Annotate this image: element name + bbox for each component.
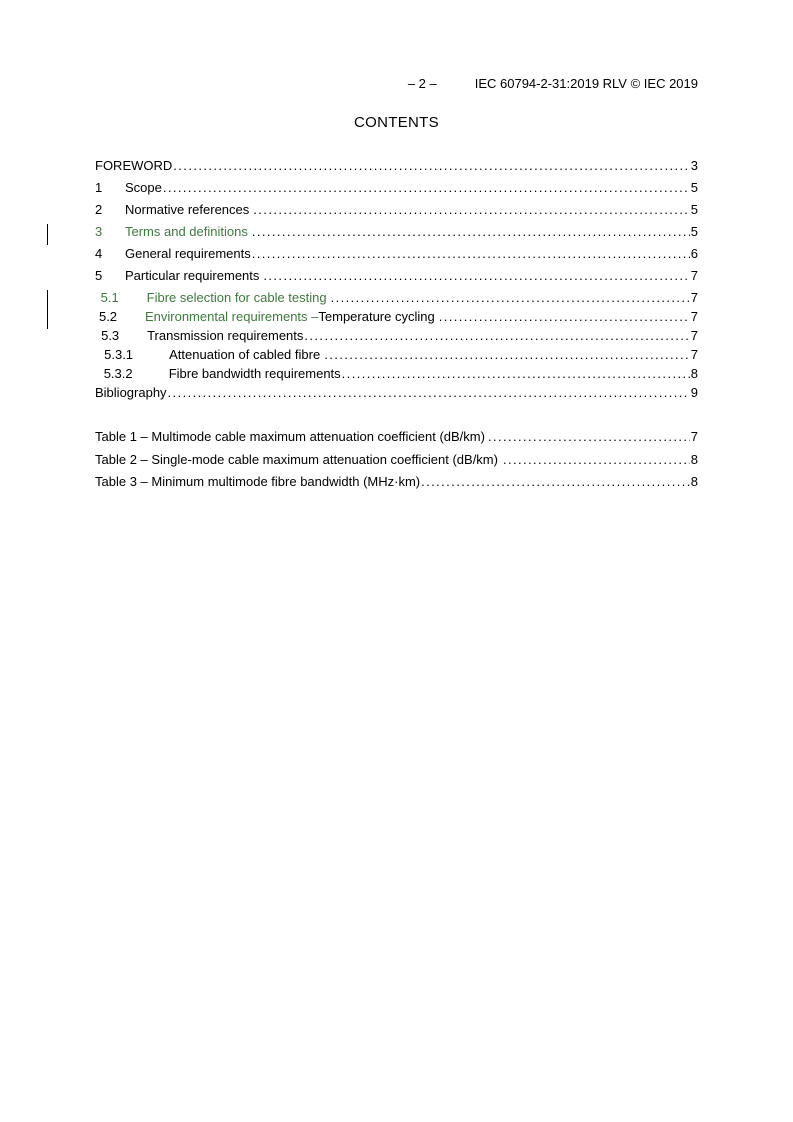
toc-entry-label: Normative references (125, 202, 250, 217)
toc-entry-foreword[interactable] (95, 158, 698, 176)
document-id: IEC 60794-2-31:2019 RLV © IEC 2019 (474, 76, 698, 91)
toc-entry-page: 7 (690, 309, 698, 324)
toc-entry-label: Fibre selection for cable testing (146, 290, 327, 305)
toc-entry-normative-references[interactable] (95, 202, 698, 220)
leader-dots (173, 158, 689, 173)
change-bar (47, 290, 48, 329)
toc-entry-number: 5.3 (101, 328, 120, 343)
table-list-label: Table 3 – Minimum multimode fibre bandwidth (MHz·km) (95, 474, 421, 489)
leader-dots (304, 328, 689, 343)
toc-entry-page: 3 (690, 158, 698, 173)
toc-entry-number: 1 (95, 180, 103, 195)
page-number: – 2 – (407, 76, 437, 91)
leader-dots (263, 268, 689, 283)
leader-dots (342, 366, 690, 381)
leader-dots (168, 385, 690, 400)
toc-entry-page: 7 (690, 347, 698, 362)
leader-dots (503, 452, 690, 467)
toc-entry-label-extra: Temperature cycling (318, 309, 435, 324)
toc-entry-fibre-selection[interactable] (95, 290, 698, 308)
table-list-entry-1[interactable] (95, 429, 698, 447)
toc-entry-environmental-requirements[interactable] (95, 309, 698, 327)
toc-entry-number: 5 (95, 268, 103, 283)
toc-entry-fibre-bandwidth[interactable] (95, 366, 698, 384)
page-header (95, 76, 698, 91)
toc-entry-number: 5.2 (98, 309, 118, 324)
leader-dots (324, 347, 690, 362)
change-bar (47, 224, 48, 245)
table-list-label: Table 1 – Multimode cable maximum attenuation coefficient (dB/km) (95, 429, 485, 444)
leader-dots (331, 290, 690, 305)
toc-entry-page: 9 (690, 385, 698, 400)
toc-entry-label: Transmission requirements (147, 328, 304, 343)
toc-entry-label: Scope (125, 180, 162, 195)
leader-dots (488, 429, 690, 444)
leader-dots (253, 202, 689, 217)
toc-entry-number: 5.3.1 (104, 347, 134, 362)
toc-entry-label: Bibliography (95, 385, 167, 400)
toc-entry-number: 5.1 (100, 290, 119, 305)
toc-entry-label: Particular requirements (125, 268, 260, 283)
toc-entry-label: Fibre bandwidth requirements (168, 366, 341, 381)
leader-dots (252, 246, 690, 261)
toc-entry-transmission-requirements[interactable] (95, 328, 698, 346)
table-list-label: Table 2 – Single-mode cable maximum attenuation coefficient (dB/km) (95, 452, 498, 467)
table-list-page: 8 (690, 452, 698, 467)
table-list-entry-2[interactable] (95, 452, 698, 470)
toc-entry-page: 8 (690, 366, 698, 381)
toc-entry-page: 7 (690, 268, 698, 283)
toc-entry-number: 2 (95, 202, 103, 217)
toc-entry-label: Attenuation of cabled fibre (169, 347, 321, 362)
toc-entry-page: 5 (690, 224, 698, 239)
toc-entry-page: 5 (690, 202, 698, 217)
toc-entry-label: Environmental requirements – (144, 309, 319, 324)
toc-entry-page: 6 (690, 246, 698, 261)
leader-dots (439, 309, 690, 324)
toc-entry-page: 5 (690, 180, 698, 195)
toc-entry-number: 3 (95, 224, 103, 239)
table-list-page: 7 (690, 429, 698, 444)
toc-entry-label: General requirements (125, 246, 251, 261)
toc-entry-scope[interactable] (95, 180, 698, 198)
leader-dots (421, 474, 690, 489)
toc-entry-number: 5.3.2 (103, 366, 133, 381)
page-title: CONTENTS (354, 114, 439, 131)
table-list-page: 8 (690, 474, 698, 489)
toc-entry-label: FOREWORD (95, 158, 173, 173)
toc-entry-particular-requirements[interactable] (95, 268, 698, 286)
leader-dots (252, 224, 690, 239)
toc-entry-attenuation[interactable] (95, 347, 698, 365)
toc-entry-page: 7 (690, 328, 698, 343)
toc-entry-number: 4 (95, 246, 103, 261)
leader-dots (163, 180, 690, 195)
table-list-entry-3[interactable] (95, 474, 698, 492)
toc-entry-bibliography[interactable] (95, 385, 698, 403)
toc-entry-page: 7 (690, 290, 698, 305)
toc-entry-label: Terms and definitions (125, 224, 248, 239)
toc-entry-terms-and-definitions[interactable] (95, 224, 698, 242)
toc-entry-general-requirements[interactable] (95, 246, 698, 264)
